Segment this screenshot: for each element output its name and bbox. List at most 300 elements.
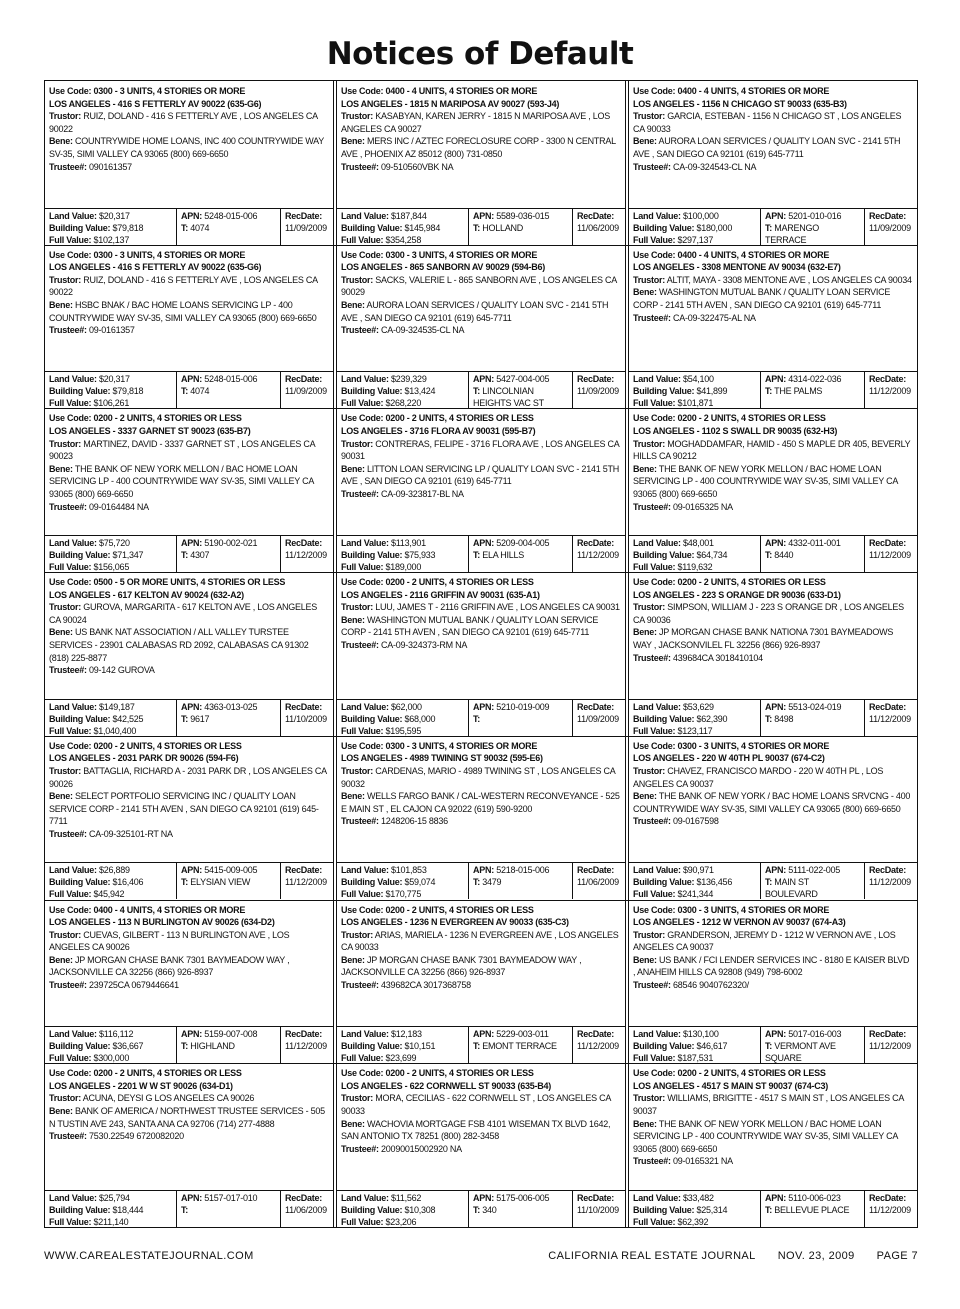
building-value-label: Building Value: <box>633 222 695 233</box>
tract <box>181 1204 278 1216</box>
recdate-value: 11/12/2009 <box>869 713 911 724</box>
trustee-number-value: 09-0165325 NA <box>673 501 733 512</box>
trustor <box>49 110 329 135</box>
trustee-number-label: Trustee#: <box>341 980 379 991</box>
value-row <box>45 699 333 736</box>
tract <box>765 1040 862 1063</box>
tract <box>181 713 278 725</box>
recdate-value: 11/09/2009 <box>869 222 911 233</box>
notice-text <box>341 1067 621 1155</box>
beneficiary <box>341 463 621 488</box>
recdate-label: RecDate: <box>869 1029 907 1040</box>
land-value <box>49 537 174 549</box>
value-cell <box>337 1191 468 1227</box>
property-address: LOS ANGELES - 4989 TWINING ST 90032 (595-E6) <box>341 753 543 764</box>
use-code: Use Code: 0500 - 5 OR MORE UNITS, 4 STORIES OR LESS <box>49 577 286 588</box>
recdate-label: RecDate: <box>577 701 615 712</box>
tract-value: ELA HILLS <box>482 550 525 561</box>
apn <box>473 373 570 385</box>
recdate-label: RecDate: <box>285 865 323 876</box>
trustor-label: Trustor: <box>341 765 374 776</box>
building-value-label: Building Value: <box>49 550 111 561</box>
full-value-label: Full Value: <box>341 725 384 736</box>
trustee-number-label: Trustee#: <box>49 501 87 512</box>
value-cell <box>45 536 176 572</box>
beneficiary-value: WASHINGTON MUTUAL BANK / QUALITY LOAN SERVICE CORP - 2141 5TH AVEN , SAN DIEGO CA 92101 (619) 645-7711 <box>341 614 599 638</box>
trustor-value: ARIAS, MARIELA - 1236 N EVERGREEN AVE , LOS ANGELES CA 90033 <box>341 929 619 953</box>
trustee-number-value: 439682CA 3017368758 <box>381 980 471 991</box>
apn <box>181 1028 278 1040</box>
property-address: LOS ANGELES - 113 N BURLINGTON AV 90026 (634-D2) <box>49 917 275 928</box>
beneficiary <box>341 1118 621 1143</box>
building-value <box>633 1204 758 1216</box>
full-value <box>633 725 758 736</box>
recdate-cell <box>280 863 333 899</box>
trustee-number-value: 20090015002920 NA <box>381 1143 462 1154</box>
apn-value: 4363-013-025 <box>204 701 258 712</box>
beneficiary-label: Bene: <box>633 954 657 965</box>
use-code: Use Code: 0400 - 4 UNITS, 4 STORIES OR MORE <box>633 249 830 260</box>
building-value-value: $180,000 <box>696 222 733 233</box>
full-value <box>341 725 466 736</box>
beneficiary <box>633 286 913 311</box>
trustee-number-label: Trustee#: <box>49 980 87 991</box>
property-address: LOS ANGELES - 3716 FLORA AV 90031 (595-B7) <box>341 425 536 436</box>
notice-record <box>337 736 625 900</box>
land-value-value: $75,720 <box>99 538 130 549</box>
property-address: LOS ANGELES - 2116 GRIFFIN AV 90031 (635-A1) <box>341 589 540 600</box>
building-value <box>49 1204 174 1216</box>
full-value <box>49 1052 174 1063</box>
trustor-label: Trustor: <box>341 602 374 613</box>
trustor-value: BATTAGLIA, RICHARD A - 2031 PARK DR , LOS ANGELES CA 90026 <box>49 765 327 789</box>
building-value-label: Building Value: <box>633 386 695 397</box>
trustee-number-label: Trustee#: <box>341 161 379 172</box>
value-row <box>629 862 917 899</box>
property-address: LOS ANGELES - 1212 W VERNON AV 90037 (674-A3) <box>633 917 846 928</box>
trustee-number-value: CA-09-324543-CL NA <box>673 161 757 172</box>
trustee-number <box>341 324 621 337</box>
notice-record <box>45 245 333 409</box>
property-address: LOS ANGELES - 622 CORNWELL ST 90033 (635-B4) <box>341 1080 552 1091</box>
trustee-number <box>633 652 913 665</box>
apn-value: 5589-036-015 <box>496 210 550 221</box>
land-value <box>49 210 174 222</box>
land-value <box>341 701 466 713</box>
building-value-label: Building Value: <box>633 550 695 561</box>
trustor <box>49 1092 329 1105</box>
recdate-cell <box>572 209 625 245</box>
trustee-number-value: 7530.22549 6720082020 <box>89 1131 184 1142</box>
land-value-label: Land Value: <box>633 538 681 549</box>
beneficiary <box>49 790 329 828</box>
land-value-label: Land Value: <box>341 1029 389 1040</box>
beneficiary-label: Bene: <box>341 300 365 311</box>
apn <box>765 1192 862 1204</box>
beneficiary-value: JP MORGAN CHASE BANK 7301 BAYMEADOW WAY , JACKSONVILLE CA 32256 (866) 926-8937 <box>341 954 582 978</box>
full-value <box>341 1216 466 1227</box>
building-value <box>49 1040 174 1052</box>
building-value <box>341 385 466 397</box>
tract-value: 8498 <box>774 713 794 724</box>
trustor-label: Trustor: <box>341 929 374 940</box>
value-cell <box>629 1027 760 1063</box>
building-value-value: $64,734 <box>696 550 728 561</box>
tract <box>181 222 278 234</box>
trustee-number-value: 09-0165321 NA <box>673 1156 733 1167</box>
apn-cell <box>176 209 280 245</box>
use-code: Use Code: 0300 - 3 UNITS, 4 STORIES OR MORE <box>49 249 246 260</box>
building-value-value: $62,390 <box>696 713 728 724</box>
land-value-label: Land Value: <box>49 374 97 385</box>
notice-text <box>341 412 621 500</box>
trustor <box>341 765 621 790</box>
use-code: Use Code: 0200 - 2 UNITS, 4 STORIES OR LESS <box>341 577 534 588</box>
building-value <box>49 713 174 725</box>
land-value <box>633 373 758 385</box>
apn <box>181 537 278 549</box>
land-value-value: $12,183 <box>391 1029 422 1040</box>
land-value <box>633 210 758 222</box>
beneficiary-value: THE BANK OF NEW YORK MELLON / BAC HOME LOAN SERVICING LP - 400 COUNTRYWIDE WAY SV-35, SIMI VALLEY CA 93065 (800) 669-6650 <box>633 463 898 499</box>
recdate-cell <box>864 863 917 899</box>
trustor <box>49 438 329 463</box>
trustor-value: KASABYAN, KAREN JERRY - 1815 N MARIPOSA AVE , LOS ANGELES CA 90027 <box>341 111 610 134</box>
land-value-value: $33,482 <box>683 1192 714 1203</box>
trustee-number-value: CA-09-324535-CL NA <box>381 325 465 336</box>
beneficiary-label: Bene: <box>341 791 365 802</box>
full-value <box>341 888 466 899</box>
beneficiary-label: Bene: <box>49 300 73 311</box>
trustee-number <box>341 161 621 174</box>
apn-value: 5110-006-023 <box>788 1192 841 1203</box>
land-value <box>49 864 174 876</box>
beneficiary-label: Bene: <box>633 136 657 147</box>
recdate-cell <box>280 1027 333 1063</box>
trustee-number <box>633 501 913 514</box>
trustor-value: RUIZ, DOLAND - 416 S FETTERLY AVE , LOS ANGELES CA 90022 <box>49 274 318 298</box>
value-cell <box>45 372 176 408</box>
building-value-label: Building Value: <box>341 1204 403 1215</box>
tract <box>473 222 570 234</box>
beneficiary-value: WASHINGTON MUTUAL BANK / QUALITY LOAN SERVICE CORP - 2141 5TH AVEN , SAN DIEGO CA 92101 (619) 645-7711 <box>633 287 891 311</box>
trustee-number-label: Trustee#: <box>341 640 379 651</box>
value-row <box>337 1026 625 1063</box>
notice-record <box>337 245 625 409</box>
trustor <box>49 274 329 299</box>
trustor-value: MARTINEZ, DAVID - 3337 GARNET ST , LOS ANGELES CA 90023 <box>49 438 315 462</box>
apn <box>765 210 862 222</box>
use-code: Use Code: 0400 - 4 UNITS, 4 STORIES OR MORE <box>633 86 830 96</box>
notice-record <box>45 736 333 900</box>
land-value-value: $130,100 <box>683 1029 719 1040</box>
tract-label: T: <box>181 550 188 561</box>
land-value <box>633 701 758 713</box>
building-value <box>341 1204 466 1216</box>
tract-label: T: <box>181 877 188 888</box>
trustor <box>49 765 329 790</box>
recdate-cell <box>280 372 333 408</box>
recdate-cell <box>864 209 917 245</box>
full-value-value: $268,220 <box>385 398 422 409</box>
tract-label: T: <box>765 1204 772 1215</box>
tract-label: T: <box>181 386 188 397</box>
apn-cell <box>468 209 572 245</box>
land-value-label: Land Value: <box>49 1029 97 1040</box>
notice-record <box>45 900 333 1064</box>
trustor-value: GRANDERSON, JEREMY D - 1212 W VERNON AVE , LOS ANGELES CA 90037 <box>633 929 896 953</box>
trustee-number-value: 1248206-15 8836 <box>381 816 448 827</box>
land-value <box>49 373 174 385</box>
apn <box>181 210 278 222</box>
recdate-label: RecDate: <box>577 1192 615 1203</box>
use-code: Use Code: 0200 - 2 UNITS, 4 STORIES OR LESS <box>49 1068 242 1079</box>
tract-label: T: <box>473 386 480 397</box>
trustee-number-value: CA-09-325101-RT NA <box>89 828 173 839</box>
apn-cell <box>468 1027 572 1063</box>
use-code: Use Code: 0300 - 3 UNITS, 4 STORIES OR MORE <box>633 904 830 915</box>
page-title: Notices of Default <box>326 36 634 72</box>
beneficiary-value: AURORA LOAN SERVICES / QUALITY LOAN SVC - 2141 5TH AVE , SAN DIEGO CA 92101 (619) 645-7711 <box>633 136 901 159</box>
trustor <box>633 438 913 463</box>
value-row <box>337 699 625 736</box>
apn-value: 5229-003-011 <box>496 1029 549 1040</box>
value-cell <box>337 372 468 408</box>
use-code: Use Code: 0200 - 2 UNITS, 4 STORIES OR LESS <box>49 740 242 751</box>
tract <box>765 222 862 245</box>
apn-cell <box>176 863 280 899</box>
beneficiary-label: Bene: <box>633 287 657 298</box>
full-value-value: $241,344 <box>677 889 714 900</box>
trustee-number <box>49 979 329 992</box>
land-value-label: Land Value: <box>49 210 97 221</box>
value-row <box>45 208 333 245</box>
footer-website[interactable]: WWW.CAREALESTATEJOURNAL.COM <box>44 1250 254 1262</box>
footer-page-number: PAGE 7 <box>876 1250 918 1262</box>
apn-value: 5248-015-006 <box>204 210 258 221</box>
trustor-value: MOGHADDAMFAR, HAMID - 450 S MAPLE DR 405, BEVERLY HILLS CA 90212 <box>633 438 911 462</box>
recdate-cell <box>572 536 625 572</box>
building-value-value: $10,308 <box>404 1204 436 1215</box>
full-value <box>49 397 174 408</box>
full-value-label: Full Value: <box>341 889 384 900</box>
beneficiary <box>49 1105 329 1130</box>
page-footer <box>44 1250 918 1264</box>
land-value <box>341 210 466 222</box>
tract-value: MAIN ST BOULEVARD <box>765 877 818 900</box>
tract <box>765 385 862 397</box>
apn-value: 5218-015-006 <box>496 865 550 876</box>
land-value-label: Land Value: <box>49 865 97 876</box>
tract-label: T: <box>473 1204 480 1215</box>
property-address: LOS ANGELES - 617 KELTON AV 90024 (632-A2) <box>49 589 244 600</box>
notice-text <box>341 85 621 173</box>
property-address: LOS ANGELES - 3308 MENTONE AV 90034 (632-E7) <box>633 262 841 273</box>
use-code: Use Code: 0300 - 3 UNITS, 4 STORIES OR MORE <box>341 740 538 751</box>
row-divider <box>45 408 917 409</box>
full-value <box>341 1052 466 1063</box>
notice-column <box>337 81 625 1227</box>
building-value-label: Building Value: <box>49 877 111 888</box>
building-value-value: $42,525 <box>112 713 144 724</box>
value-cell <box>629 536 760 572</box>
full-value-label: Full Value: <box>49 234 92 245</box>
use-code: Use Code: 0200 - 2 UNITS, 4 STORIES OR LESS <box>341 413 534 424</box>
building-value <box>633 385 758 397</box>
recdate-value: 11/06/2009 <box>577 877 619 888</box>
apn <box>473 537 570 549</box>
tract-value: HOLLAND <box>482 222 524 233</box>
trustee-number-value: 09-0161357 <box>89 325 135 336</box>
trustor-label: Trustor: <box>49 765 82 776</box>
apn-cell <box>468 700 572 736</box>
full-value-value: $45,942 <box>93 889 125 900</box>
trustor <box>341 601 621 614</box>
recdate-label: RecDate: <box>869 865 907 876</box>
land-value-label: Land Value: <box>49 701 97 712</box>
tract <box>473 1040 570 1052</box>
land-value-label: Land Value: <box>341 865 389 876</box>
beneficiary-value: US BANK / FCI LENDER SERVICES INC - 8180 E KAISER BLVD , ANAHEIM HILLS CA 92808 (949) 798-6002 <box>633 954 910 978</box>
beneficiary <box>49 299 329 324</box>
apn-value: 5427-004-005 <box>496 374 550 385</box>
tract <box>181 876 278 888</box>
tract <box>765 549 862 561</box>
recdate-cell <box>280 209 333 245</box>
value-cell <box>629 700 760 736</box>
trustor <box>341 274 621 299</box>
full-value-value: $23,206 <box>385 1216 417 1227</box>
beneficiary-label: Bene: <box>633 627 657 638</box>
use-code: Use Code: 0400 - 4 UNITS, 4 STORIES OR MORE <box>49 904 246 915</box>
land-value <box>633 1192 758 1204</box>
beneficiary-label: Bene: <box>633 791 657 802</box>
trustor <box>341 929 621 954</box>
trustee-number-value: 439684CA 3018410104 <box>673 652 763 663</box>
trustor-label: Trustor: <box>633 274 666 285</box>
apn-value: 5201-010-016 <box>788 210 842 221</box>
value-cell <box>629 863 760 899</box>
trustor-label: Trustor: <box>49 274 82 285</box>
trustee-number-value: 09-142 GUROVA <box>89 665 155 676</box>
trustor-label: Trustor: <box>49 602 82 613</box>
beneficiary <box>49 954 329 979</box>
trustor <box>633 765 913 790</box>
recdate-value: 11/09/2009 <box>577 386 619 397</box>
apn-cell <box>176 372 280 408</box>
land-value-value: $11,562 <box>391 1192 422 1203</box>
beneficiary-label: Bene: <box>341 1118 365 1129</box>
value-row <box>45 1026 333 1063</box>
notice-text <box>341 740 621 828</box>
tract <box>765 876 862 899</box>
tract-label: T: <box>765 386 772 397</box>
apn <box>473 1028 570 1040</box>
recdate-value: 11/12/2009 <box>869 386 911 397</box>
trustor <box>633 929 913 954</box>
property-address: LOS ANGELES - 223 S ORANGE DR 90036 (633-D1) <box>633 589 841 600</box>
notice-record <box>629 900 917 1064</box>
recdate-cell <box>572 372 625 408</box>
full-value <box>633 397 758 408</box>
full-value-label: Full Value: <box>49 889 92 900</box>
apn-cell <box>760 700 864 736</box>
apn-cell <box>176 700 280 736</box>
building-value-label: Building Value: <box>341 222 403 233</box>
recdate-cell <box>572 863 625 899</box>
trustee-number <box>49 161 329 174</box>
land-value-value: $26,889 <box>99 865 130 876</box>
building-value-value: $75,933 <box>404 550 436 561</box>
notice-record <box>337 900 625 1064</box>
full-value-label: Full Value: <box>49 725 92 736</box>
recdate-label: RecDate: <box>285 374 323 385</box>
trustee-number-value: 239725CA 0679446641 <box>89 980 179 991</box>
land-value <box>341 1028 466 1040</box>
full-value-value: $189,000 <box>385 562 422 573</box>
apn <box>473 701 570 713</box>
notice-text <box>49 576 329 677</box>
building-value-value: $71,347 <box>112 550 144 561</box>
trustor-label: Trustor: <box>341 1093 374 1104</box>
beneficiary <box>633 790 913 815</box>
land-value-value: $20,317 <box>99 374 130 385</box>
value-cell <box>337 209 468 245</box>
land-value-label: Land Value: <box>633 865 681 876</box>
building-value <box>341 549 466 561</box>
land-value-label: Land Value: <box>49 1192 97 1203</box>
recdate-label: RecDate: <box>285 210 323 221</box>
tract-label: T: <box>181 222 188 233</box>
full-value <box>633 234 758 245</box>
recdate-cell <box>572 700 625 736</box>
land-value-label: Land Value: <box>341 210 389 221</box>
apn-value: 4332-011-001 <box>788 538 841 549</box>
tract-label: T: <box>473 550 480 561</box>
beneficiary-value: THE BANK OF NEW YORK MELLON / BAC HOME LOAN SERVICING LP - 400 COUNTRYWIDE WAY SV-35, SIMI VALLEY CA 93065 (800) 669-6650 <box>49 463 314 499</box>
building-value-value: $46,617 <box>696 1041 728 1052</box>
tract <box>765 1204 862 1216</box>
full-value-label: Full Value: <box>633 398 676 409</box>
value-cell <box>45 863 176 899</box>
recdate-label: RecDate: <box>285 538 323 549</box>
trustor-value: SACKS, VALERIE L - 865 SANBORN AVE , LOS ANGELES CA 90029 <box>341 274 617 298</box>
value-row <box>45 862 333 899</box>
tract-label: T: <box>765 713 772 724</box>
notice-text <box>49 85 329 173</box>
building-value <box>633 713 758 725</box>
full-value-value: $354,258 <box>385 234 422 245</box>
building-value <box>633 1040 758 1052</box>
trustor <box>633 1092 913 1117</box>
full-value-label: Full Value: <box>633 725 676 736</box>
land-value-label: Land Value: <box>341 538 389 549</box>
land-value-value: $20,317 <box>99 210 130 221</box>
trustor <box>633 274 913 287</box>
land-value <box>633 537 758 549</box>
tract-label: T: <box>473 1041 480 1052</box>
trustee-number-value: 09-510560VBK NA <box>381 161 454 172</box>
recdate-value: 11/12/2009 <box>285 550 327 561</box>
use-code: Use Code: 0200 - 2 UNITS, 4 STORIES OR LESS <box>341 904 534 915</box>
notice-text <box>633 740 913 828</box>
value-row <box>337 208 625 245</box>
apn-cell <box>760 209 864 245</box>
apn-label: APN: <box>473 538 494 549</box>
notice-record <box>337 408 625 572</box>
trustee-number-value: 090161357 <box>89 161 132 172</box>
value-cell <box>45 700 176 736</box>
